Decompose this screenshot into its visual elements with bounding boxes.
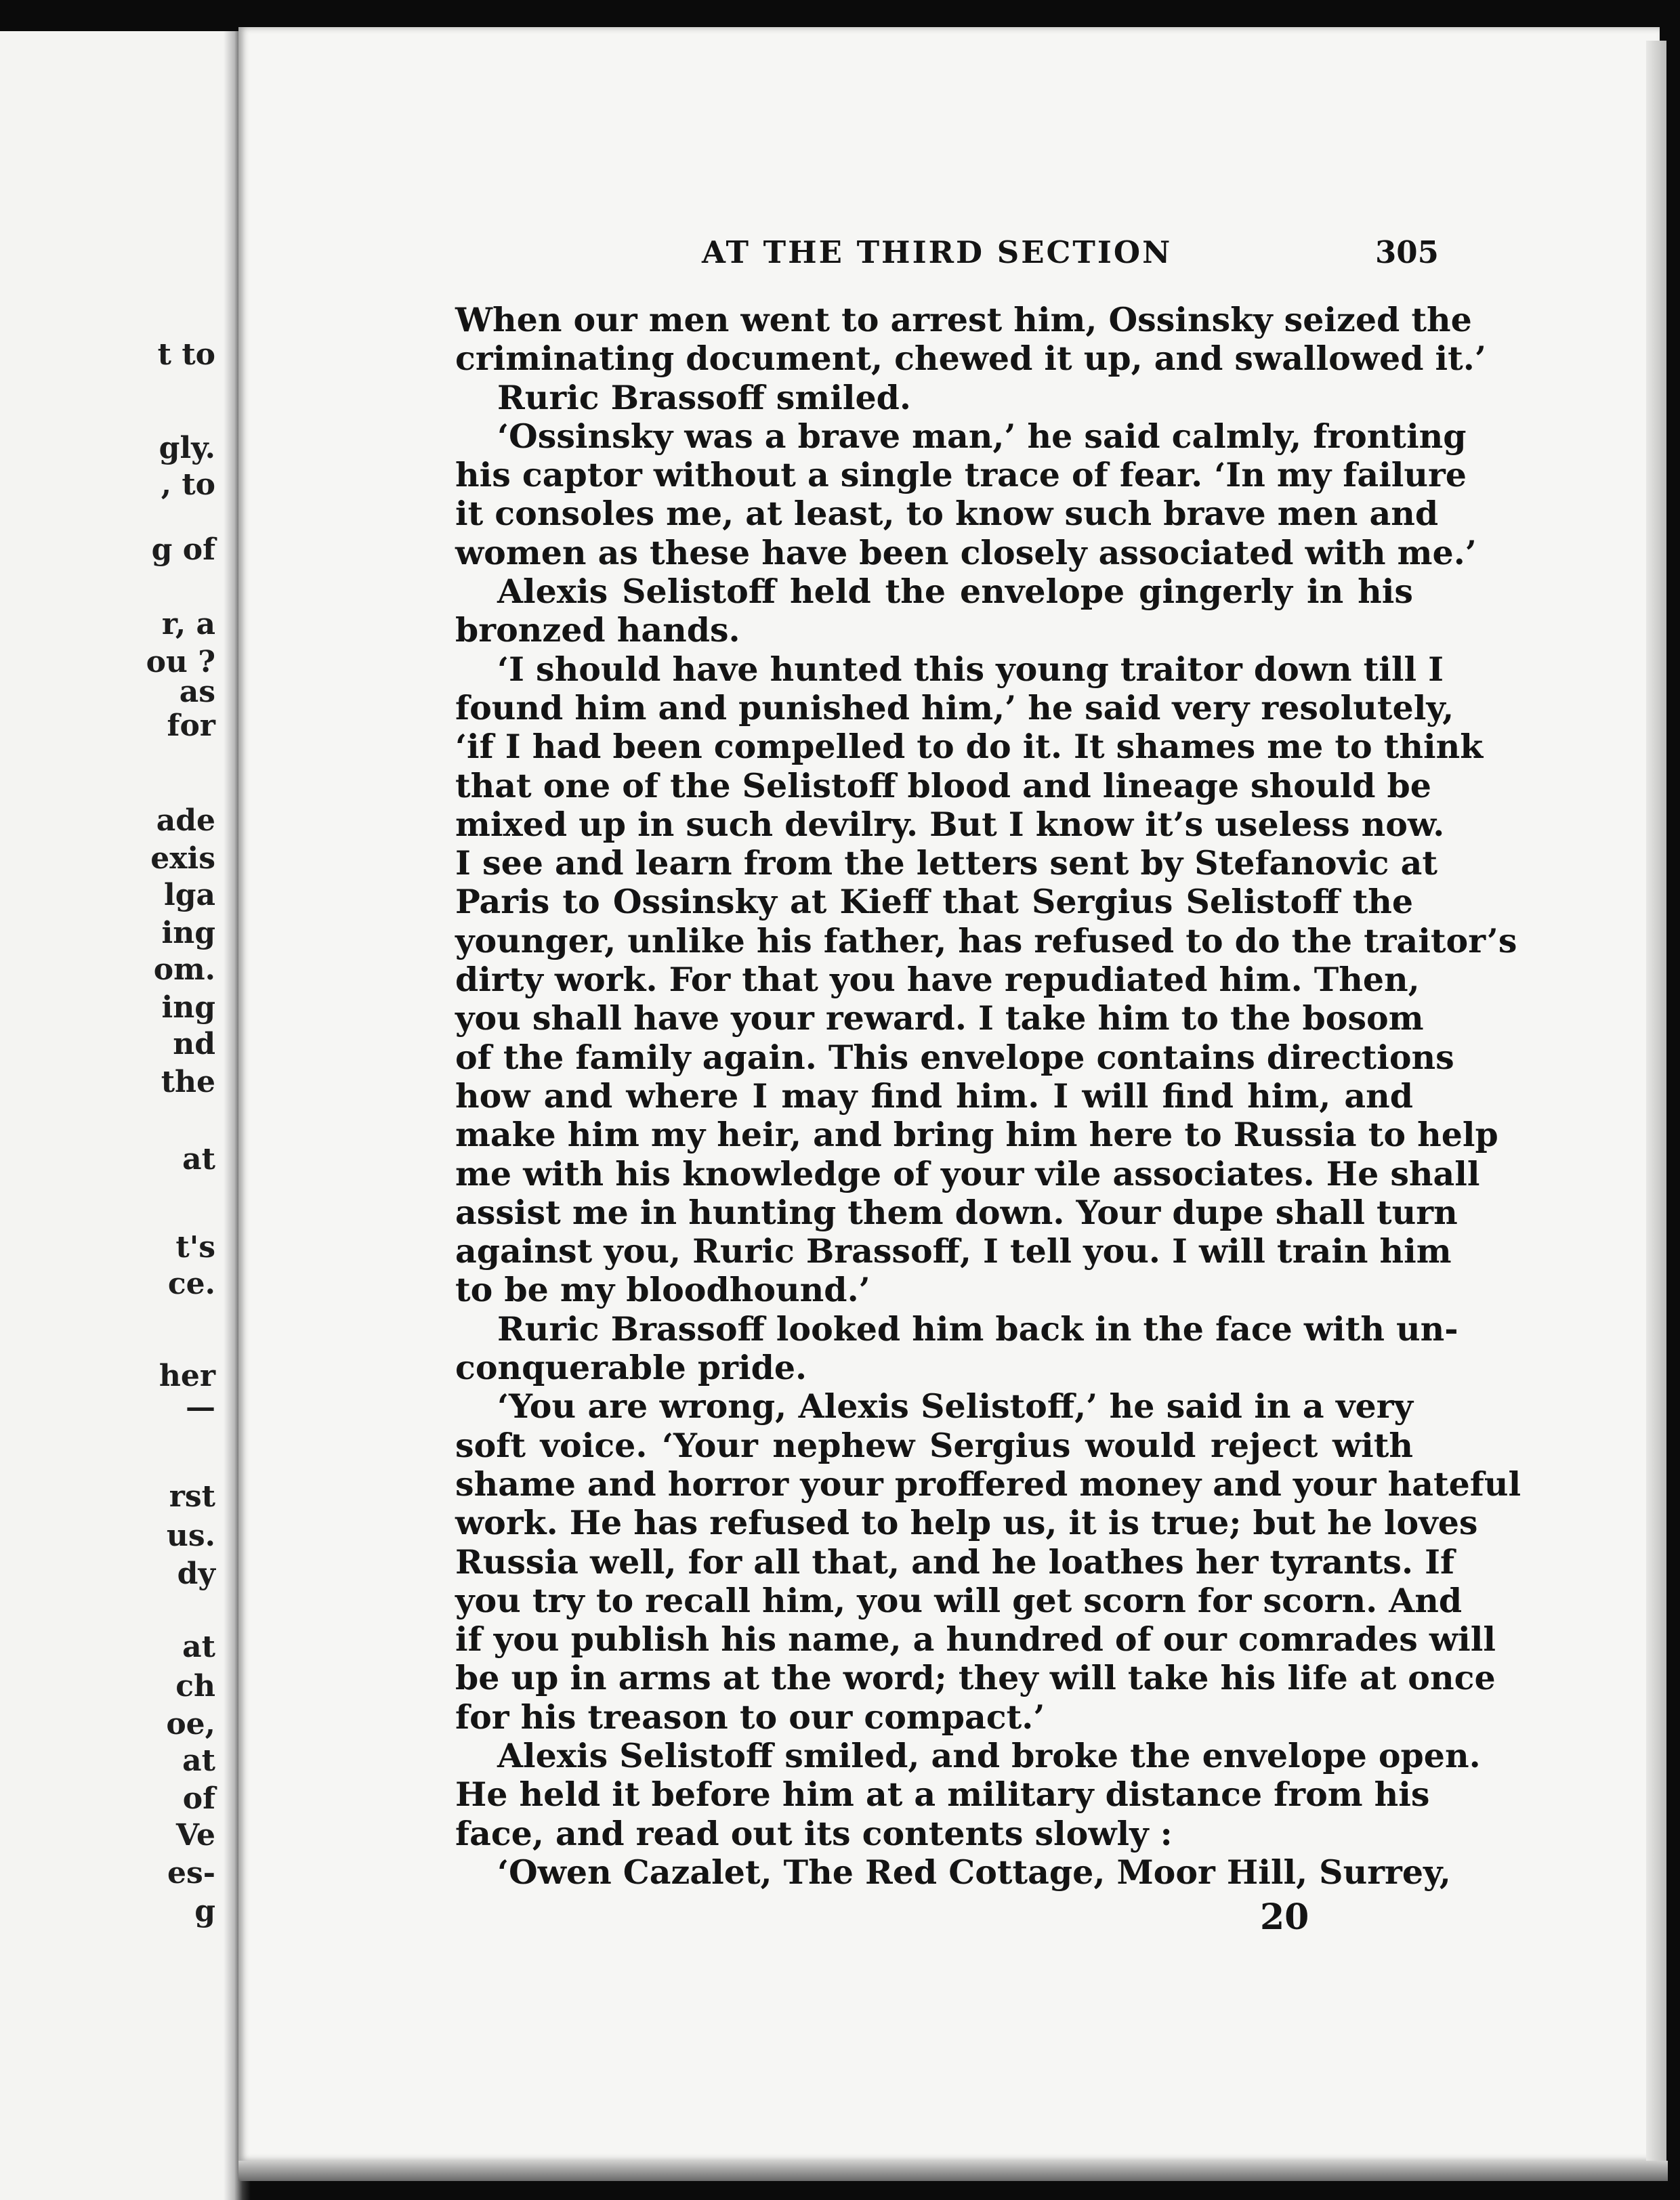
text-line: to be my bloodhound.’	[455, 1270, 870, 1310]
page-bottom-edge	[238, 2161, 1668, 2181]
left-page-fragment: ade	[156, 803, 215, 838]
text-line: ‘if I had been compelled to do it. It shames me to think	[455, 727, 1484, 767]
text-line: shame and horror your proffered money and your hateful	[455, 1464, 1521, 1504]
text-line: for his treason to our compact.’	[455, 1697, 1045, 1737]
left-page-fragment: t to	[157, 337, 215, 372]
text-line: younger, unlike his father, has refused to do the traitor’s	[455, 921, 1517, 960]
text-line: face, and read out its contents slowly :	[455, 1813, 1173, 1853]
left-page-fragment: as	[179, 675, 215, 709]
text-line: Russia well, for all that, and he loathes her tyrants. If	[455, 1542, 1455, 1582]
left-page-fragment: at	[182, 1743, 215, 1778]
text-line: dirty work. For that you have repudiated him. Then,	[455, 960, 1420, 1000]
text-line: ‘Ossinsky was a brave man,’ he said calmly, fronting	[497, 416, 1467, 456]
left-page-fragment: es-	[167, 1856, 215, 1890]
left-page-fragment: at	[182, 1142, 215, 1177]
left-page	[0, 31, 232, 2200]
text-line: ‘I should have hunted this young traitor down till I	[497, 649, 1444, 689]
left-page-fragment: for	[167, 708, 215, 743]
left-page-fragment: dy	[177, 1557, 215, 1591]
left-page-fragment: t's	[175, 1230, 215, 1265]
left-page-fragment: Ve	[175, 1818, 215, 1853]
text-line: bronzed hands.	[455, 610, 740, 650]
text-line: He held it before him at a military distance from his	[455, 1775, 1430, 1815]
text-line: I see and learn from the letters sent by Stefanovic at	[455, 843, 1437, 883]
signature-mark: 20	[1260, 1897, 1309, 1938]
text-line: Alexis Selistoff held the envelope gingerly in his	[497, 572, 1413, 612]
text-line: found him and punished him,’ he said very resolutely,	[455, 688, 1454, 727]
text-line: how and where I may find him. I will find him, and	[455, 1076, 1413, 1116]
text-line: work. He has refused to help us, it is true; but he loves	[455, 1503, 1478, 1543]
left-page-fragment: —	[186, 1390, 215, 1424]
text-line: against you, Ruric Brassoff, I tell you. I will train him	[455, 1231, 1452, 1271]
left-page-fragment: nd	[173, 1027, 215, 1061]
left-page-fragment: ing	[161, 916, 215, 950]
text-line: conquerable pride.	[455, 1348, 807, 1388]
left-page-fragment: lga	[164, 878, 215, 912]
text-line: Ruric Brassoff looked him back in the face with un-	[497, 1309, 1458, 1349]
left-page-fragment: om.	[153, 952, 215, 987]
left-page-fragment: g	[194, 1894, 215, 1928]
text-line: Paris to Ossinsky at Kieff that Sergius Selistoff the	[455, 882, 1413, 922]
left-page-fragment: r, a	[161, 607, 215, 641]
left-page-fragment: gly.	[159, 431, 215, 465]
text-line: if you publish his name, a hundred of our comrades will	[455, 1620, 1496, 1659]
text-line: that one of the Selistoff blood and lineage should be	[455, 765, 1431, 805]
left-page-fragment: , to	[161, 467, 215, 502]
text-line: his captor without a single trace of fear. ‘In my failure	[455, 455, 1467, 495]
left-page-fragment: us.	[166, 1519, 215, 1553]
page-number: 305	[1375, 234, 1439, 270]
left-page-fragment: rst	[169, 1479, 215, 1514]
text-line: it consoles me, at least, to know such brave men and	[455, 494, 1439, 534]
text-line: you shall have your reward. I take him to the bosom	[455, 998, 1424, 1038]
page-edge	[1646, 41, 1666, 2167]
left-page-fragment: ch	[175, 1669, 215, 1704]
left-page-fragment: ou ?	[146, 645, 215, 679]
text-line: criminating document, chewed it up, and swallowed it.’	[455, 339, 1486, 379]
text-line: of the family again. This envelope contains directions	[455, 1037, 1454, 1077]
text-line: ‘You are wrong, Alexis Selistoff,’ he said in a very	[497, 1387, 1413, 1426]
text-line: you try to recall him, you will get scorn for scorn. And	[455, 1580, 1463, 1620]
text-line: me with his knowledge of your vile associates. He shall	[455, 1154, 1480, 1193]
text-line: mixed up in such devilry. But I know it’s useless now.	[455, 804, 1445, 844]
text-line: soft voice. ‘Your nephew Sergius would reject with	[455, 1425, 1413, 1465]
body-text	[455, 300, 1521, 1892]
left-page-fragment: g of	[151, 532, 215, 567]
running-head: AT THE THIRD SECTION	[702, 234, 1173, 270]
text-line: ‘Owen Cazalet, The Red Cottage, Moor Hill, Surrey,	[497, 1852, 1451, 1892]
left-page-fragment: ing	[161, 990, 215, 1025]
left-page-fragment: at	[182, 1630, 215, 1664]
left-page-fragment: of	[182, 1781, 215, 1816]
left-page-fragment: oe,	[166, 1707, 215, 1741]
left-page-fragment: the	[161, 1065, 215, 1099]
left-page-fragment: exis	[150, 841, 215, 876]
left-page-fragment: her	[159, 1359, 215, 1393]
text-line: be up in arms at the word; they will take his life at once	[455, 1658, 1496, 1698]
text-line: When our men went to arrest him, Ossinsky seized the	[455, 300, 1472, 339]
text-line: make him my heir, and bring him here to Russia to help	[455, 1115, 1498, 1155]
text-line: women as these have been closely associated with me.’	[455, 532, 1477, 572]
text-line: Ruric Brassoff smiled.	[497, 377, 911, 417]
text-line: Alexis Selistoff smiled, and broke the envelope open.	[497, 1735, 1481, 1775]
left-page-fragment: ce.	[167, 1267, 215, 1301]
text-line: assist me in hunting them down. Your dupe shall turn	[455, 1192, 1458, 1232]
